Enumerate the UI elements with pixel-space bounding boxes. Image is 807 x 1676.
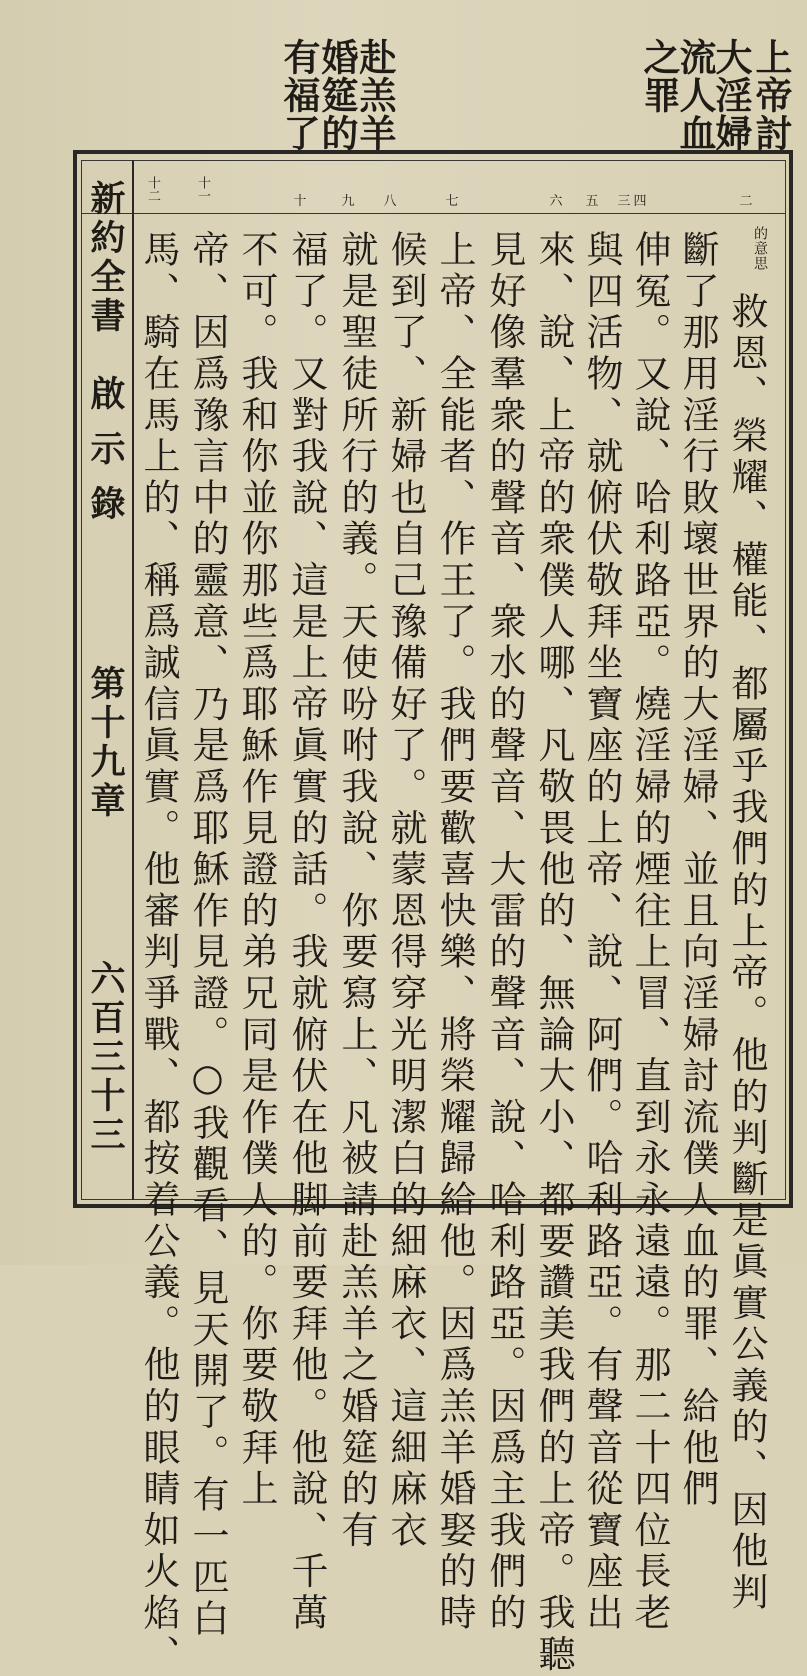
verse-number: 六 xyxy=(549,194,563,209)
running-header-left-2: 婚筵的 xyxy=(315,38,359,152)
text-column-10: 福了。又對我說、這是上帝眞實的話。我就俯伏在他脚前要拜他。他說、千萬 xyxy=(285,230,328,1635)
verse-number: 七 xyxy=(445,194,459,209)
text-column-13: 馬、騎在馬上的、稱爲誠信眞實。他審判爭戰、都按着公義。他的眼睛如火焰、 xyxy=(137,230,180,1676)
text-column-3: 伸冤。又說、哈利路亞。燒淫婦的煙往上冒、直到永永遠遠。那二十四位長老 xyxy=(628,230,671,1635)
text-column-1: 救恩、榮耀、權能、都屬乎我們的上帝。他的判斷是眞實公義的、因他判 xyxy=(725,292,768,1614)
text-column-7: 上帝、全能者、作王了。我們要歡喜快樂、將榮耀歸給他。因爲羔羊婚娶的時 xyxy=(433,230,476,1635)
side-title-divider xyxy=(132,160,134,1200)
text-column-12: 帝、因爲豫言中的靈意、乃是爲耶穌作見證。○我觀看、見天開了。有一匹白 xyxy=(186,230,229,1641)
verse-number: 十 xyxy=(293,194,307,209)
text-column-11: 不可。我和你並你那些爲耶穌作見證的弟兄同是作僕人的。你要敬拜上 xyxy=(235,230,278,1511)
running-header-left-3: 有福了 xyxy=(277,38,321,152)
verse-number-rule xyxy=(81,213,786,214)
running-header-right-3: 流人血 xyxy=(673,38,717,152)
verse-number: 四 xyxy=(633,194,647,209)
verse-number: 九 xyxy=(341,194,355,209)
text-column-9: 就是聖徒所行的義。天使吩咐我說、你要寫上、凡被請赴羔羊之婚筵的有 xyxy=(335,230,378,1552)
text-column-5: 來、說、上帝的衆僕人哪、凡敬畏他的、無論大小、都要讚美我們的上帝。我聽 xyxy=(532,230,575,1676)
margin-note: 的意思 xyxy=(752,226,768,271)
chapter-label: 第十九章 xyxy=(85,665,126,821)
verse-number: 十一 xyxy=(195,176,210,202)
running-header-right-4: 之罪 xyxy=(637,38,681,114)
book-title: 新約全書 啟 示 錄 xyxy=(85,180,126,525)
verse-number: 八 xyxy=(383,194,397,209)
text-column-4: 與四活物、就俯伏敬拜坐寶座的上帝、說、阿們。哈利路亞。有聲音從寶座出 xyxy=(580,230,623,1635)
running-header-left-1: 赴羔羊 xyxy=(353,38,397,152)
text-column-8: 候到了、新婦也自己豫備好了。就蒙恩得穿光明潔白的細麻衣、這細麻衣 xyxy=(384,230,427,1552)
verse-number: 三 xyxy=(617,194,631,209)
verse-number: 十二 xyxy=(145,176,160,202)
verse-number: 五 xyxy=(585,194,599,209)
text-column-2: 斷了那用淫行敗壞世界的大淫婦、並且向淫婦討流僕人血的罪、給他們 xyxy=(676,230,719,1511)
page-number: 六百三十三 xyxy=(85,960,126,1155)
running-header-right-2: 大淫婦 xyxy=(709,38,753,152)
text-column-6: 見好像羣衆的聲音、衆水的聲音、大雷的聲音、說、哈利路亞。因爲主我們的 xyxy=(483,230,526,1635)
verse-number: 二 xyxy=(739,194,753,209)
running-header-right-1: 上帝討 xyxy=(749,38,793,152)
